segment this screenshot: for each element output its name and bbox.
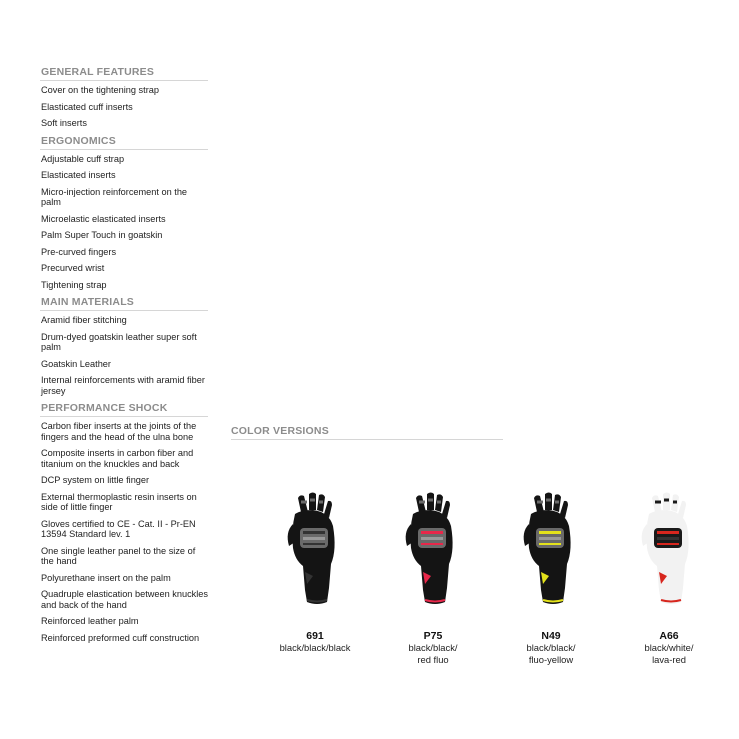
variant-colors: black/white/ lava-red: [644, 642, 694, 665]
feature-list: [40, 64, 208, 647]
glove-image: [501, 490, 601, 608]
glove-image: [265, 490, 365, 608]
feature-item: Pre-curved fingers: [41, 246, 117, 257]
feature-item: Gloves certified to CE - Cat. II - Pr-EN 13594 Standard lev. 1: [41, 518, 196, 539]
feature-item: Goatskin Leather: [41, 358, 111, 369]
variant-colors: black/black/ fluo-yellow: [526, 642, 576, 665]
variant-n49[interactable]: [501, 490, 601, 665]
section-heading: MAIN MATERIALS: [40, 294, 208, 311]
glove-image: [619, 490, 719, 608]
feature-item: Composite inserts in carbon fiber and titanium on the knuckles and back: [41, 448, 194, 469]
feature-item: Polyurethane insert on the palm: [41, 572, 171, 583]
variant-a66[interactable]: [619, 490, 719, 665]
variant-691[interactable]: [265, 490, 365, 654]
feature-item: Soft inserts: [41, 118, 87, 128]
variant-p75[interactable]: [383, 490, 483, 665]
section-heading: ERGONOMICS: [40, 133, 208, 150]
variant-code: 691: [306, 630, 324, 642]
feature-item: DCP system on little finger: [41, 475, 150, 485]
feature-item: Drum-dyed goatskin leather super soft palm: [41, 331, 197, 352]
feature-item: Palm Super Touch in goatskin: [41, 230, 163, 240]
feature-item: Aramid fiber stitching: [41, 315, 127, 325]
feature-item: Reinforced leather palm: [41, 616, 139, 626]
variant-colors: black/black/ red fluo: [408, 642, 458, 665]
feature-item: Adjustable cuff strap: [41, 153, 125, 164]
feature-item: Elasticated inserts: [41, 170, 116, 180]
variant-colors: black/black/black: [279, 642, 351, 653]
feature-item: Tightening strap: [41, 279, 107, 290]
variant-code: A66: [659, 630, 679, 642]
feature-item: One single leather panel to the size of the hand: [41, 545, 196, 566]
feature-item: Reinforced preformed cuff construction: [41, 632, 200, 643]
variant-code: P75: [423, 630, 443, 642]
variant-code: N49: [541, 630, 561, 642]
feature-item: Microelastic elasticated inserts: [41, 213, 166, 224]
feature-item: Micro-injection reinforcement on the palm: [41, 186, 188, 207]
color-versions-title: COLOR VERSIONS: [231, 425, 503, 440]
feature-item: Internal reinforcements with aramid fiber jersey: [41, 375, 205, 396]
section-heading: PERFORMANCE SHOCK: [40, 400, 208, 417]
feature-item: Precurved wrist: [41, 263, 105, 273]
feature-item: Carbon fiber inserts at the joints of the fingers and the head of the ulna bone: [41, 421, 197, 442]
feature-item: Quadruple elastication between knuckles and back of the hand: [41, 589, 209, 610]
feature-item: External thermoplastic resin inserts on side of little finger: [41, 491, 197, 512]
feature-item: Cover on the tightening strap: [41, 85, 159, 95]
section-heading: GENERAL FEATURES: [40, 64, 208, 81]
feature-item: Elasticated cuff inserts: [41, 101, 133, 112]
glove-image: [383, 490, 483, 608]
